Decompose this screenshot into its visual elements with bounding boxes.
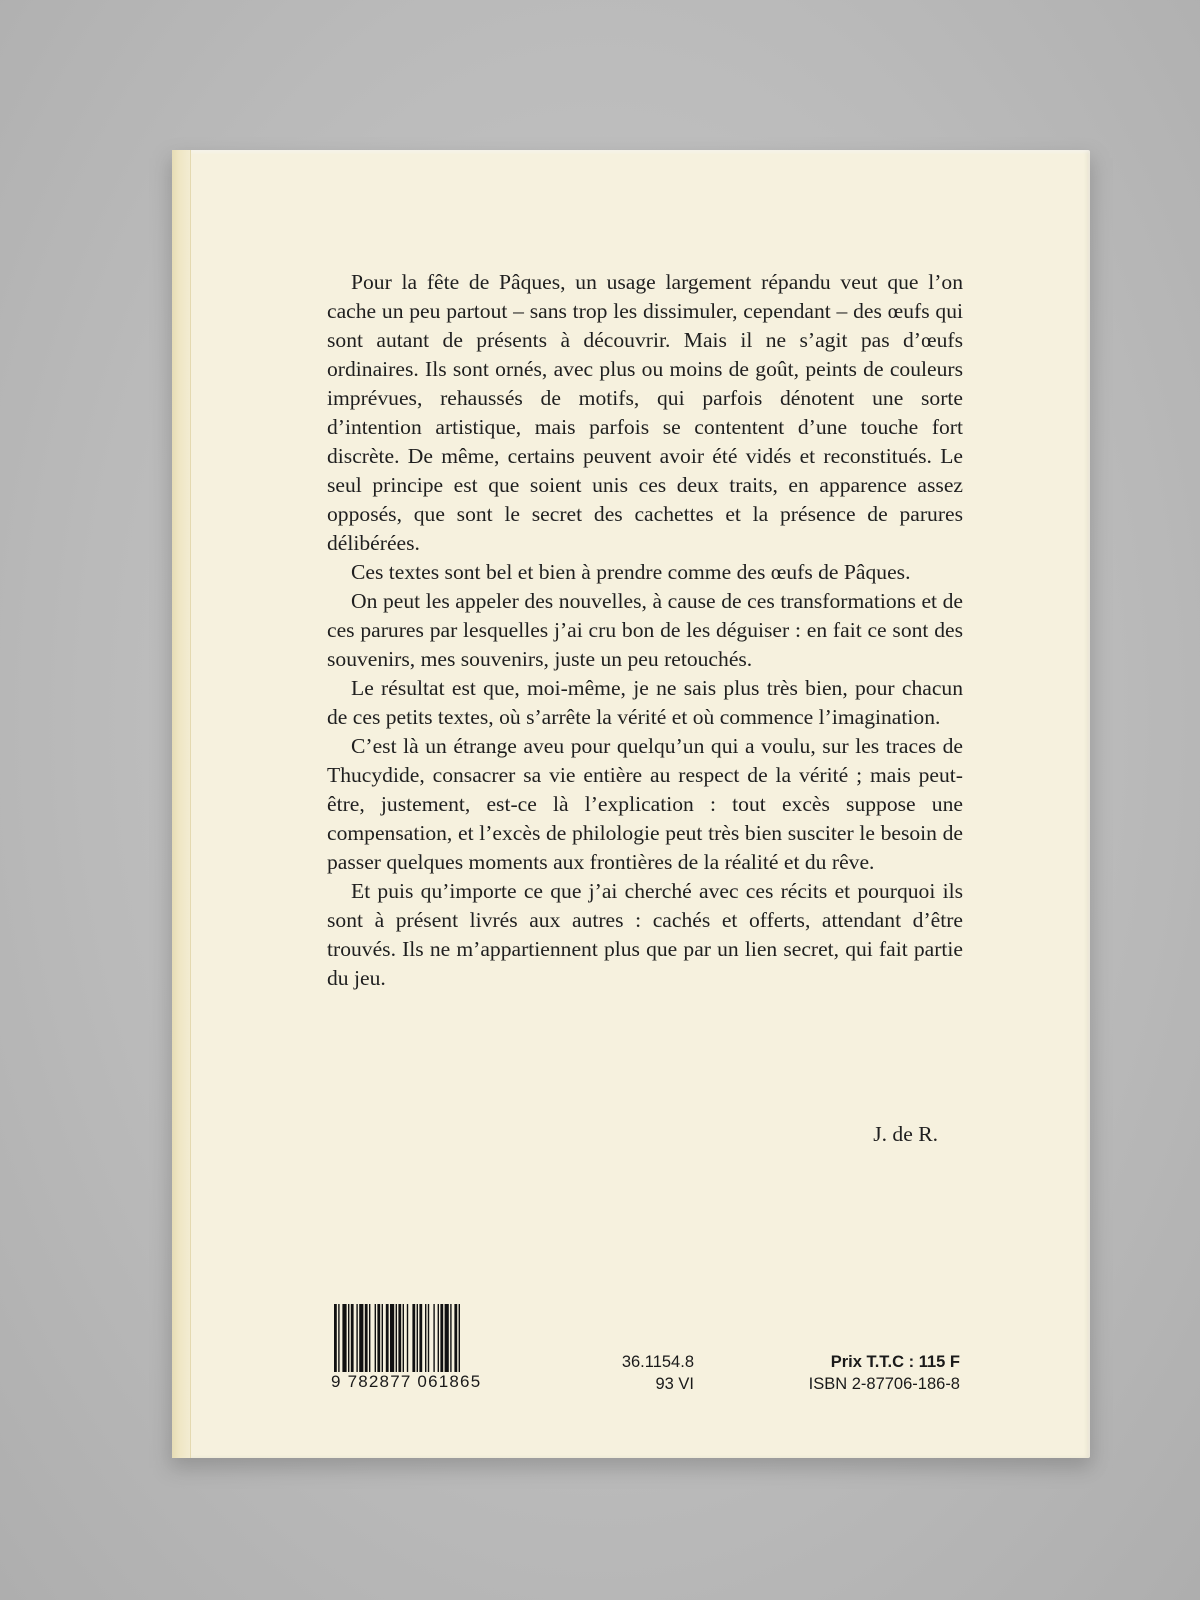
barcode-bar <box>396 1304 397 1372</box>
barcode-bar <box>403 1304 404 1372</box>
blurb-paragraph: C’est là un étrange aveu pour quelqu’un qui a voulu, sur les traces de Thucydide, consacrer sa vie entière au respect de la vérité ; mais peut-être, justement, est-ce là l’explication : tout excès suppose une compensation, et l’excès de philologie peut très bien susciter le besoin de passer quelques moments aux frontières de la réalité et du rêve. <box>327 734 963 874</box>
barcode-bar <box>386 1304 389 1372</box>
barcode-bar <box>348 1304 349 1372</box>
barcode-bar <box>390 1304 394 1372</box>
barcode-bar <box>377 1304 380 1372</box>
barcode-bar <box>440 1304 443 1372</box>
barcode-bar <box>425 1304 426 1372</box>
barcode-bar <box>375 1304 376 1372</box>
barcode-bar <box>450 1304 451 1372</box>
barcode-bar <box>369 1304 370 1372</box>
price-info <box>760 1351 960 1395</box>
barcode-bar <box>356 1304 357 1372</box>
catalog-codes <box>590 1351 694 1395</box>
barcode-bar <box>445 1304 449 1372</box>
blurb-paragraph: Le résultat est que, moi-même, je ne sais plus très bien, pour chacun de ces petits textes, où s’arrête la vérité et où commence l’imagination. <box>327 676 963 729</box>
blurb-paragraph: Ces textes sont bel et bien à prendre comme des œufs de Pâques. <box>351 560 911 584</box>
price-label: Prix T.T.C : 115 F <box>830 1353 960 1371</box>
catalog-code-line2: 93 VI <box>655 1375 694 1393</box>
barcode-bar <box>428 1304 429 1372</box>
barcode-bar <box>365 1304 368 1372</box>
barcode-bar <box>417 1304 418 1372</box>
book-page-edge <box>172 150 191 1458</box>
barcode-bar <box>342 1304 346 1372</box>
barcode-number: 9 782877 061865 <box>331 1372 482 1391</box>
blurb-text <box>327 268 963 993</box>
barcode-bar <box>382 1304 383 1372</box>
blurb-paragraph: Et puis qu’importe ce que j’ai cherché avec ces récits et pourquoi ils sont à présent livrés aux autres : cachés et offerts, attendant d’être trouvés. Ils ne m’appartiennent plus que par un lien secret, qui fait partie du jeu. <box>327 879 963 990</box>
barcode-bar <box>433 1304 434 1372</box>
blurb-paragraph: On peut les appeler des nouvelles, à cause de ces transformations et de ces parures par lesquelles j’ai cru bon de les déguiser : en fait ce sont des souvenirs, mes souvenirs, juste un peu retouchés. <box>327 589 963 671</box>
barcode-bar <box>412 1304 415 1372</box>
barcode-bar <box>419 1304 422 1372</box>
author-signature: J. de R. <box>873 1122 938 1146</box>
blurb-paragraph: Pour la fête de Pâques, un usage largement répandu veut que l’on cache un peu partout – sans trop les dissimuler, cependant – des œufs qui sont autant de présents à découvrir. Mais il ne s’agit pas d’œufs ordinaires. Ils sont ornés, avec plus ou moins de goût, peints de couleurs imprévues, rehaussés de motifs, qui parfois dénotent une sorte d’intention artistique, mais parfois se contentent d’une touche fort discrète. De même, certains peuvent avoir été vidés et reconstitués. Le seul principe est que soient unis ces deux traits, en apparence assez opposés, que sont le secret des cachettes et la présence de parures délibérées. <box>327 270 963 555</box>
isbn-label: ISBN 2-87706-186-8 <box>808 1375 960 1393</box>
barcode-bar <box>407 1304 408 1372</box>
barcode-bar <box>438 1304 439 1372</box>
barcode-bar <box>351 1304 354 1372</box>
catalog-code-line1: 36.1154.8 <box>621 1353 694 1371</box>
barcode-bar <box>359 1304 363 1372</box>
